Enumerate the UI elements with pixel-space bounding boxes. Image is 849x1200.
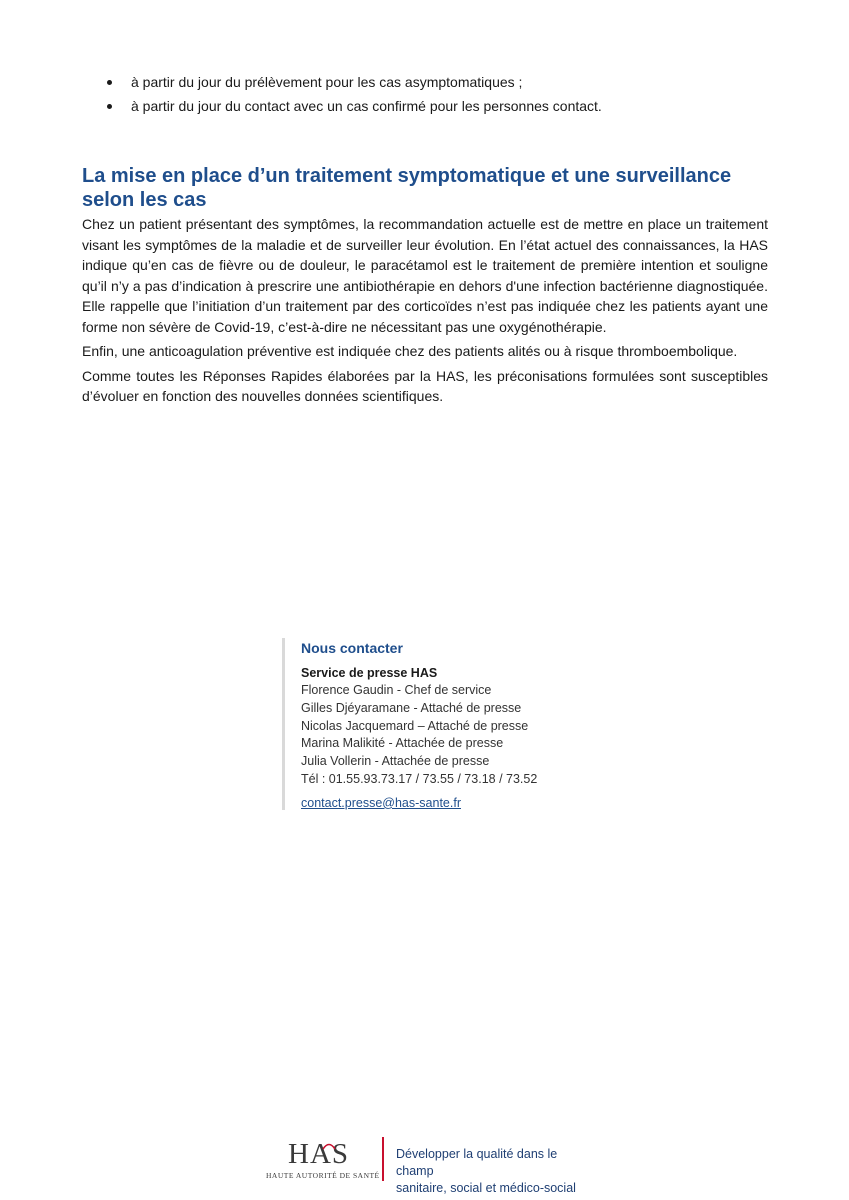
contact-phone: Tél : 01.55.93.73.17 / 73.55 / 73.18 / 73.52 [301, 771, 538, 786]
logo-arc-icon [322, 1142, 336, 1150]
contact-line: Julia Vollerin - Attachée de presse [301, 754, 490, 769]
footer-tagline [396, 1146, 596, 1197]
contact-box [282, 638, 601, 810]
contact-line: Marina Malikité - Attachée de presse [301, 736, 504, 751]
contact-line: Florence Gaudin - Chef de service [301, 683, 492, 697]
has-logo [266, 1138, 380, 1184]
contact-line: Gilles Djéyaramane - Attaché de presse [301, 700, 522, 715]
bullet-text: à partir du jour du contact avec un cas confirmé pour les personnes contact. [131, 98, 602, 114]
contact-title: Nous contacter [301, 640, 403, 656]
tagline-line: sanitaire, social et médico-social [396, 1181, 576, 1195]
contact-line: Nicolas Jacquemard – Attaché de presse [301, 718, 529, 733]
bullet-list [105, 70, 805, 118]
section-body [82, 214, 768, 411]
logo-text: HAS [288, 1138, 350, 1170]
list-item [105, 70, 805, 94]
paragraph: Enfin, une anticoagulation préventive est indiquée chez des patients alités ou à risque thromboembolique. [82, 343, 738, 359]
bullet-icon [107, 80, 112, 85]
logo-subtitle: HAUTE AUTORITÉ DE SANTÉ [266, 1171, 380, 1180]
footer-divider [382, 1137, 384, 1181]
bullet-text: à partir du jour du prélèvement pour les cas asymptomatiques ; [131, 74, 523, 90]
tagline-line: Développer la qualité dans le champ [396, 1147, 558, 1178]
paragraph: Chez un patient présentant des symptômes, la recommandation actuelle est de mettre en place un traitement visant les symptômes de la maladie et de surveiller leur évolution. En l’état actuel des connaissances, la HAS indique qu’en cas de fièvre ou de douleur, le paracétamol est le traitement de première intention et souligne qu’il n’y a pas d’indication à prescrire une antibiothérapie en dehors d'une infection bactérienne diagnostiquée. Elle rappelle que l’initiation d’un traitement par des corticoïdes n’est pas indiquée chez les patients ayant une forme non sévère de Covid-19, c’est-à-dire ne nécessitant pas une oxygénothérapie. [82, 216, 768, 335]
contact-email-link[interactable]: contact.presse@has-sante.fr [301, 795, 461, 810]
section-heading: La mise en place d’un traitement symptomatique et une surveillance selon les cas [82, 165, 732, 211]
contact-service: Service de presse HAS [301, 666, 438, 680]
paragraph: Comme toutes les Réponses Rapides élaborées par la HAS, les préconisations formulées sont susceptibles d’évoluer en fonction des nouvelles données scientifiques. [82, 367, 768, 404]
list-item [105, 94, 805, 118]
bullet-icon [107, 104, 112, 109]
